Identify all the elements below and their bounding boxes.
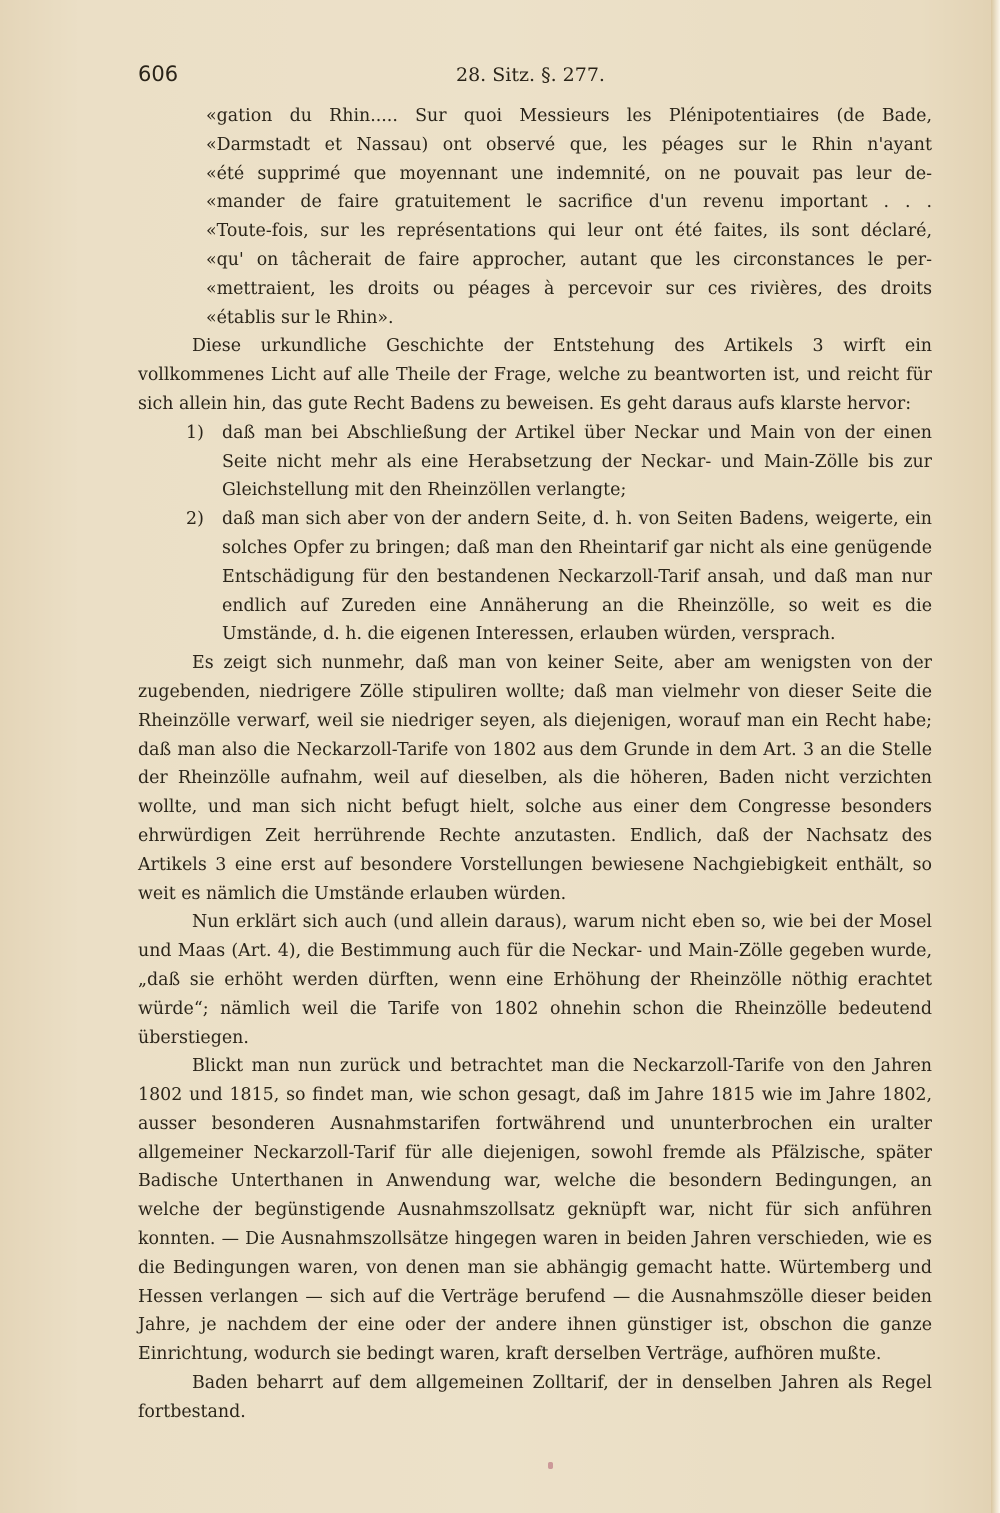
page-number: 606 [138, 62, 179, 86]
enumeration-text: daß man bei Abschließung der Artikel über Neckar und Main von der einen Seite nicht mehr als eine Herabsetzung der Neckar- und Main-Zölle bis zur Gleichstellung mit den Rheinzöllen verlangte; [222, 422, 932, 501]
quote-line: «Darmstadt et Nassau) ont observé que, les péages sur le Rhin n'ayant [206, 134, 932, 155]
paragraph: Es zeigt sich nunmehr, daß man von keiner Seite, aber am wenigsten von der zugebenden, niedrigere Zölle stipuliren wollte; daß man vielmehr von dieser Seite die Rheinzölle verwarf, weil sie niedriger seyen, als diejenigen, worauf man ein Recht habe; daß man also die Neckarzoll-Tarife von 1802 aus dem Grunde in dem Art. 3 an die Stelle der Rheinzölle aufnahm, weil auf dieselben, als die höheren, Baden nicht verzichten wollte, und man sich nicht befugt hielt, solche aus einer dem Congresse besonders ehrwürdigen Zeit herrührende Rechte anzutasten. Endlich, daß der Nachsatz des Artikels 3 eine erst auf besondere Vorstellungen bewiesene Nachgiebigkeit enthält, so weit es nämlich die Umstände erlauben würden. [138, 653, 932, 904]
enumeration-text: daß man sich aber von der andern Seite, d. h. von Seiten Badens, weigerte, ein solches Opfer zu bringen; daß man den Rheintarif gar nicht als eine genügende Entschädigung für den bestandenen Neckarzoll-Tarif ansah, und daß man nur endlich auf Zureden eine Annäherung an die Rheinzölle, so weit es die Umstände, d. h. die eigenen Interessen, erlauben würden, versprach. [222, 509, 932, 645]
page-edge [991, 0, 1000, 1513]
running-title: 28. Sitz. §. 277. [456, 64, 605, 86]
paragraph: Blickt man nun zurück und betrachtet man die Neckarzoll-Tarife von den Jahren 1802 und 1815, so findet man, wie schon gesagt, daß im Jahre 1815 wie im Jahre 1802, ausser besonderen Ausnahmstarifen fortwährend und ununterbrochen ein uralter allgemeiner Neckarzoll-Tarif für alle diejenigen, sowohl fremde als Pfälzische, später Badische Unterthanen in Anwendung war, welche die besondern Bedingungen, an welche der begünstigende Ausnahmszollsatz geknüpft war, nicht für sich anführen konnten. — Die Ausnahmszollsätze hingegen waren in beiden Jahren verschieden, wie es die Bedingungen waren, von denen man sie abhängig gemacht hatte. Würtemberg und Hessen verlangen — sich auf die Verträge berufend — die Ausnahmszölle dieser beiden Jahre, je nachdem der eine oder der andere ihnen günstiger ist, obschon die ganze Einrichtung, wodurch sie bedingt waren, kraft derselben Verträge, aufhören mußte. [138, 1056, 932, 1365]
french-quote [138, 102, 932, 332]
enumeration-number: 2) [186, 509, 204, 530]
page-body [138, 102, 932, 1427]
quote-line: «établis sur le Rhin». [206, 307, 394, 328]
quote-line: «gation du Rhin..... Sur quoi Messieurs les Plénipotentiaires (de Bade, [206, 106, 932, 126]
quote-line: «mettraient, les droits ou péages à percevoir sur ces rivières, des droits [206, 278, 932, 299]
ink-mark [548, 1462, 553, 1469]
paragraph: Nun erklärt sich auch (und allein daraus), warum nicht eben so, wie bei der Mosel und Maas (Art. 4), die Bestimmung auch für die Neckar- und Main-Zölle gegeben wurde, „daß sie erhöht werden dürften, wenn eine Erhöhung der Rheinzölle nöthig erachtet würde“; nämlich weil die Tarife von 1802 ohnehin schon die Rheinzölle bedeutend überstiegen. [138, 912, 932, 1048]
quote-line: «mander de faire gratuitement le sacrifice d'un revenu important . . . [206, 192, 932, 213]
paragraph: Diese urkundliche Geschichte der Entstehung des Artikels 3 wirft ein vollkommenes Licht auf alle Theile der Frage, welche zu beantworten ist, und reicht für sich allein hin, das gute Recht Badens zu beweisen. Es geht daraus aufs klarste hervor: [138, 336, 932, 414]
paragraph: Baden beharrt auf dem allgemeinen Zolltarif, der in denselben Jahren als Regel fortbestand. [138, 1373, 932, 1422]
quote-line: «Toute-fois, sur les représentations qui leur ont été faites, ils sont déclaré, [206, 221, 932, 242]
enumeration-item [138, 505, 932, 649]
page-header [138, 62, 938, 92]
quote-line: «été supprimé que moyennant une indemnité, on ne pouvait pas leur de- [206, 163, 932, 184]
enumeration-number: 1) [186, 422, 204, 443]
enumeration-item [138, 419, 932, 505]
quote-line: «qu' on tâcherait de faire approcher, autant que les circonstances le per- [206, 249, 932, 270]
